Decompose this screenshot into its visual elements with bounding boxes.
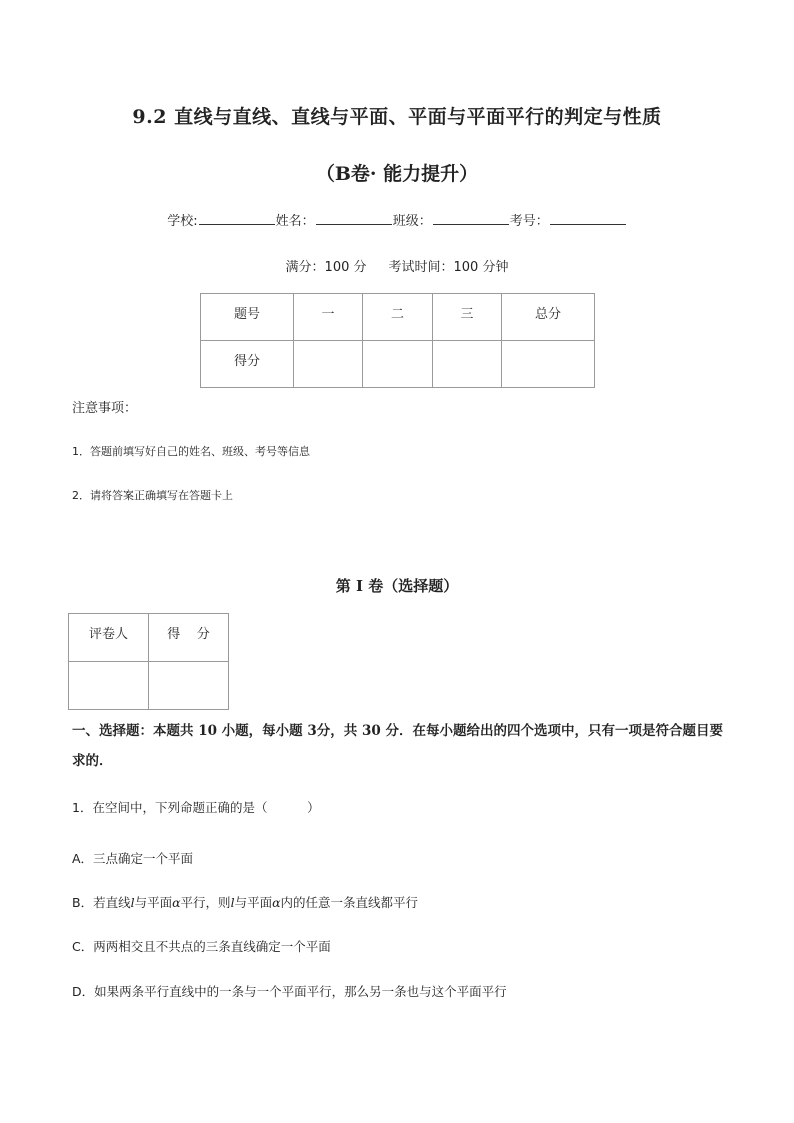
score-row-label: 得分	[201, 341, 294, 388]
grader-score-cell[interactable]	[149, 662, 229, 710]
score-table-score-row	[201, 341, 595, 388]
name-blank[interactable]	[316, 212, 392, 225]
class-label: 班级：	[392, 214, 432, 229]
note-item: 1．答题前填写好自己的姓名、班级、考号等信息	[72, 445, 310, 458]
note-item: 2．请将答案正确填写在答题卡上	[72, 489, 233, 502]
grader-table-blank-row	[69, 662, 229, 710]
exam-no-label: 考号：	[509, 214, 549, 229]
page-subtitle: （B卷· 能力提升）	[315, 163, 479, 185]
option-b-text: 内的任意一条直线都平行	[280, 895, 419, 910]
grader-cell[interactable]	[69, 662, 149, 710]
score-cell[interactable]	[363, 341, 433, 388]
score-cell[interactable]	[502, 341, 595, 388]
score-table-header-cell: 二	[363, 294, 433, 341]
exam-time: 考试时间：100 分钟	[388, 260, 509, 275]
grader-table	[68, 613, 229, 710]
notes-title: 注意事项：	[72, 401, 138, 416]
school-blank[interactable]	[199, 212, 275, 225]
name-label: 姓名：	[275, 214, 315, 229]
math-symbol-alpha: α	[272, 895, 281, 910]
grader-label: 评卷人	[69, 614, 149, 662]
grader-table-header-row	[69, 614, 229, 662]
option-b-text: 平行，则	[180, 895, 231, 910]
math-symbol-l: l	[130, 895, 135, 910]
full-score: 满分：100 分	[285, 260, 367, 275]
question-1-option-d[interactable]: D．如果两条平行直线中的一条与一个平面平行，那么另一条也与这个平面平行	[72, 984, 507, 999]
part1-heading: 一、选择题：本题共 10 小题，每小题 3分，共 30 分．在每小题给出的四个选项中，只有一项是符合题目要求的．	[72, 723, 723, 769]
score-cell[interactable]	[294, 341, 363, 388]
score-table-header-row	[201, 294, 595, 341]
page-title: 9.2 直线与直线、直线与平面、平面与平面平行的判定与性质	[132, 106, 662, 128]
section-title: 第 I 卷（选择题）	[335, 577, 459, 595]
question-1-option-a[interactable]: A．三点确定一个平面	[72, 851, 194, 866]
score-table-header-cell: 题号	[201, 294, 294, 341]
math-symbol-l: l	[230, 895, 235, 910]
score-cell[interactable]	[433, 341, 502, 388]
class-blank[interactable]	[433, 212, 509, 225]
score-table	[200, 293, 595, 388]
score-table-header-cell: 一	[294, 294, 363, 341]
option-b-text: 与平面	[134, 895, 173, 910]
exam-meta	[0, 256, 794, 275]
grader-score-label: 得 分	[149, 614, 229, 662]
student-info-line	[0, 210, 794, 229]
option-b-text: 与平面	[234, 895, 273, 910]
question-1-option-c[interactable]: C．两两相交且不共点的三条直线确定一个平面	[72, 939, 331, 954]
school-label: 学校:	[167, 214, 198, 229]
exam-no-blank[interactable]	[550, 212, 626, 225]
question-1-stem: 1．在空间中，下列命题正确的是（ ）	[72, 800, 320, 815]
score-table-header-cell: 三	[433, 294, 502, 341]
math-symbol-alpha: α	[172, 895, 181, 910]
option-b-text: B．若直线	[72, 895, 131, 910]
score-table-header-cell: 总分	[502, 294, 595, 341]
question-1-option-b[interactable]	[72, 893, 418, 911]
